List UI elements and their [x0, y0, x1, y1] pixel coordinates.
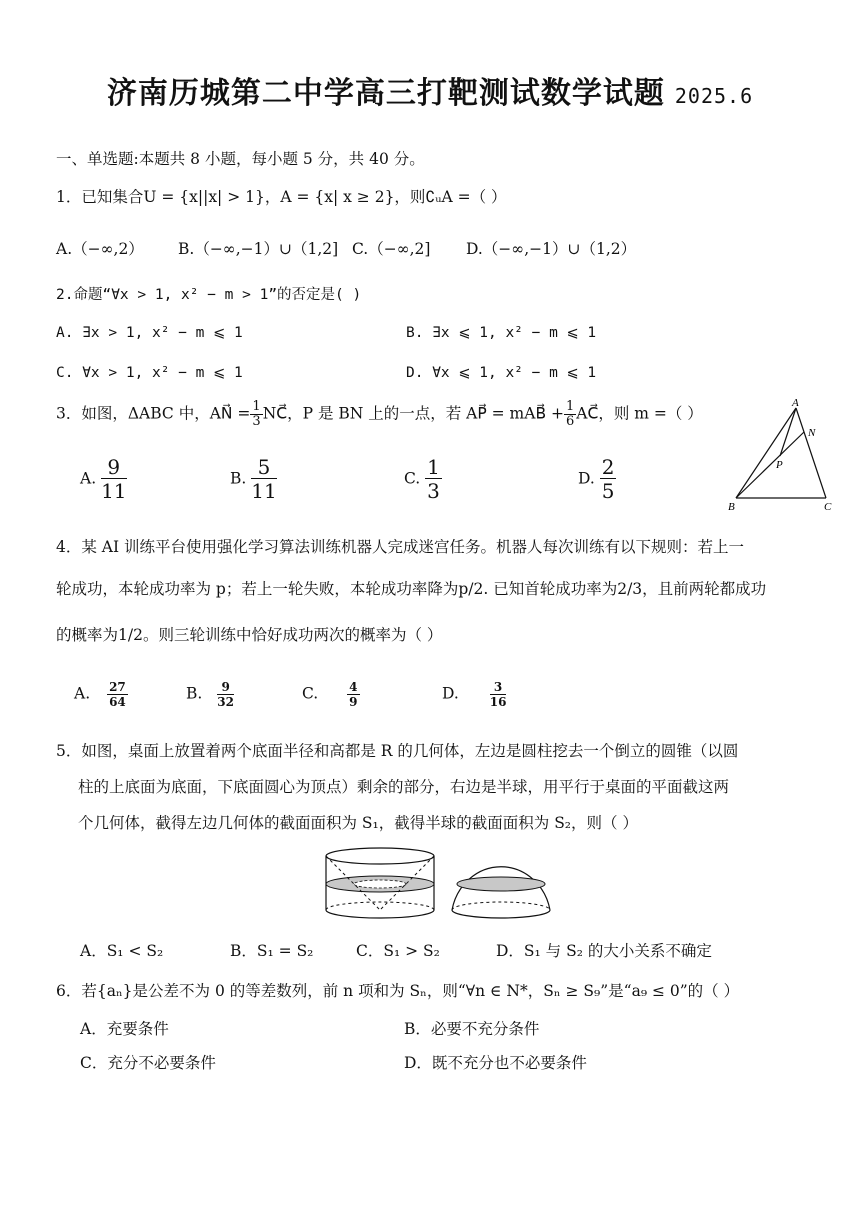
segment-ap	[780, 408, 796, 456]
question-3-option-b	[230, 456, 277, 503]
label-c: C	[824, 501, 832, 513]
fraction-denominator: 11	[251, 479, 277, 503]
question-4-line-3: 的概率为1/2。则三轮训练中恰好成功两次的概率为（ ）	[56, 626, 443, 644]
question-4-line-1: 4．某 AI 训练平台使用强化学习算法训练机器人完成迷宫任务。机器人每次训练有以下规则：若上一	[56, 538, 745, 556]
question-3-option-d	[578, 456, 616, 503]
side-ac	[796, 408, 826, 498]
option-fraction	[217, 680, 234, 709]
q3-stem-part-a: 3．如图，ΔABC 中，AN⃗ =	[56, 404, 251, 423]
option-letter: A.	[74, 684, 91, 703]
fraction-denominator: 9	[349, 695, 358, 709]
cylinder-top	[326, 848, 434, 864]
question-4-option-a	[74, 680, 128, 709]
question-5-line-3: 个几何体，截得左边几何体的截面面积为 S₁，截得半球的截面面积为 S₂，则（ ）	[78, 814, 638, 832]
fraction-numerator: 5	[251, 456, 276, 479]
question-2-option-d: D. ∀x ⩽ 1, x² − m ⩽ 1	[406, 365, 597, 381]
q3-frac-1-num: 1	[252, 399, 261, 414]
question-5-option-a: A．S₁ < S₂	[80, 942, 164, 960]
option-fraction	[251, 456, 276, 503]
q3-frac-1	[250, 400, 262, 429]
label-a: A	[792, 397, 799, 409]
option-letter: D.	[578, 469, 595, 488]
question-6-option-b: B．必要不充分条件	[404, 1020, 540, 1038]
question-4-option-c	[302, 680, 360, 709]
option-fraction	[490, 680, 507, 709]
exam-title	[0, 68, 860, 112]
fraction-denominator: 11	[101, 479, 127, 503]
cone-cross-section	[354, 880, 406, 888]
question-3-option-a	[80, 456, 127, 503]
question-1-stem: 1．已知集合U = {x||x| > 1}，A = {x| x ≥ 2}，则∁ᵤA =（ ）	[56, 188, 507, 206]
question-2-option-c: C. ∀x > 1, x² − m ⩽ 1	[56, 365, 243, 381]
solids-figure	[322, 846, 552, 924]
q3-stem-part-b: NC⃗，P 是 BN 上的一点，若 AP⃗ = mAB⃗ +	[262, 404, 565, 423]
fraction-numerator: 27	[109, 680, 126, 694]
fraction-denominator: 64	[109, 695, 126, 709]
fraction-numerator: 2	[601, 455, 615, 479]
question-6-stem: 6．若{aₙ}是公差不为 0 的等差数列，前 n 项和为 Sₙ，则“∀n ∈ N*，Sₙ ≥ S₉”是“a₉ ≤ 0”的（ ）	[56, 982, 740, 1000]
question-3-stem	[56, 400, 703, 429]
question-5-line-1: 5．如图，桌面上放置着两个底面半径和高都是 R 的几何体，左边是圆柱挖去一个倒立的圆锥（以圆	[56, 742, 739, 760]
fraction-denominator: 5	[601, 479, 615, 503]
segment-bn	[736, 432, 804, 498]
fraction-numerator: 3	[493, 680, 503, 694]
option-fraction	[107, 680, 128, 709]
question-2-option-a: A. ∃x > 1, x² − m ⩽ 1	[56, 325, 243, 341]
hemisphere-base-front	[452, 910, 550, 918]
question-2-stem: 2.命题“∀x > 1, x² − m > 1”的否定是( )	[56, 287, 362, 303]
q3-stem-part-c: AC⃗，则 m =（ ）	[576, 404, 703, 423]
side-ab	[736, 408, 796, 498]
label-b: B	[728, 501, 735, 513]
question-4-line-2: 轮成功，本轮成功率为 p；若上一轮失败，本轮成功率降为p/2. 已知首轮成功率为2/3，且前两轮都成功	[56, 580, 767, 598]
question-2-option-b: B. ∃x ⩽ 1, x² − m ⩽ 1	[406, 325, 597, 341]
fraction-numerator: 9	[101, 456, 126, 479]
q3-frac-2-num: 1	[566, 399, 575, 414]
q3-frac-1-den: 3	[252, 414, 261, 429]
question-6-option-a: A．充要条件	[80, 1020, 169, 1038]
option-letter: C.	[302, 684, 319, 703]
option-letter: C.	[404, 469, 421, 488]
exam-date: 2025.6	[674, 84, 754, 108]
title-text: 济南历城第二中学高三打靶测试数学试题	[106, 76, 665, 111]
option-letter: B.	[230, 469, 247, 488]
question-6-option-c: C．充分不必要条件	[80, 1054, 216, 1072]
option-letter: D.	[442, 684, 459, 703]
option-fraction	[101, 456, 126, 503]
question-1-option-d: D.（−∞,−1）∪（1,2）	[466, 240, 637, 258]
question-1-option-b: B.（−∞,−1）∪（1,2]	[178, 240, 339, 258]
section-heading: 一、单选题:本题共 8 小题，每小题 5 分，共 40 分。	[56, 150, 425, 168]
fraction-numerator: 1	[427, 455, 440, 479]
cylinder-bottom-front	[326, 910, 434, 918]
option-fraction	[347, 680, 359, 709]
cylinder-bottom-back	[326, 902, 434, 910]
fraction-numerator: 9	[221, 680, 230, 694]
q3-frac-2-den: 6	[566, 414, 575, 429]
question-5-option-c: C．S₁ > S₂	[356, 942, 440, 960]
question-6-option-d: D．既不充分也不必要条件	[404, 1054, 587, 1072]
question-1-option-c: C.（−∞,2]	[352, 240, 431, 258]
question-5-line-2: 柱的上底面为底面，下底面圆心为顶点）剩余的部分，右边是半球，用平行于桌面的平面截这两	[78, 778, 730, 796]
question-5-option-d: D．S₁ 与 S₂ 的大小关系不确定	[496, 942, 712, 960]
q3-frac-2	[564, 400, 576, 429]
question-3-option-c	[404, 456, 442, 503]
triangle-figure	[720, 396, 840, 514]
fraction-numerator: 4	[349, 680, 358, 694]
label-n: N	[808, 427, 816, 439]
label-p: P	[776, 459, 783, 471]
hemisphere-cross-section	[457, 877, 545, 891]
hemisphere-base-back	[452, 902, 550, 910]
option-fraction	[425, 456, 442, 503]
question-5-option-b: B．S₁ = S₂	[230, 942, 314, 960]
question-4-option-b	[186, 680, 234, 709]
option-letter: A.	[80, 469, 97, 488]
fraction-denominator: 16	[489, 695, 507, 709]
question-4-option-d	[442, 680, 506, 709]
fraction-denominator: 3	[427, 479, 440, 503]
question-1-option-a: A.（−∞,2）	[56, 240, 144, 258]
fraction-denominator: 32	[217, 695, 234, 709]
option-fraction	[600, 456, 617, 503]
option-letter: B.	[186, 684, 203, 703]
